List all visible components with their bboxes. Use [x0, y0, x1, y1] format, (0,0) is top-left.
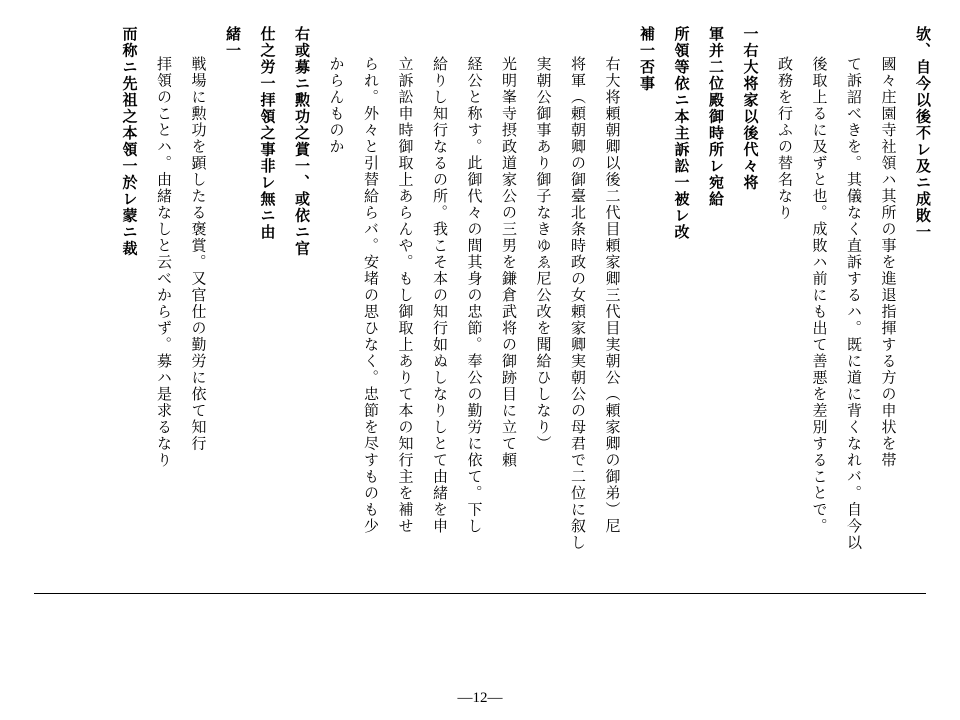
text-line: からんものか: [327, 56, 346, 155]
text-line: 國々庄園寺社領ハ其所の事を進退指揮する方の申状を帯: [879, 56, 898, 469]
text-line: 欤、自今以後不レ及ニ成敗一: [914, 26, 932, 241]
text-line: 補一否事: [638, 26, 656, 92]
text-line: 而称ニ先祖之本領一於レ蒙ニ裁: [120, 26, 139, 257]
text-line: 仕之労一拝領之事非レ無ニ由: [258, 26, 277, 241]
vertical-text-block: [20, 26, 940, 586]
text-line: て訴詔べきを。其儀なく直訴するハ。既に道に背くなれバ。自今以: [845, 56, 863, 551]
text-line: 右或募ニ勲功之賞一、或依ニ官: [293, 26, 311, 257]
text-line: 拝領のことハ。由緒なしと云べからず。募ハ是求るなり: [155, 56, 173, 469]
text-line: 軍并二位殿御時所レ宛給: [707, 26, 725, 208]
text-line: 給りし知行なるの所。我こそ本の知行如ぬしなりしとて由緒を申: [431, 56, 449, 535]
page-number: —12—: [457, 690, 503, 706]
divider-line: [34, 593, 926, 594]
text-line: 将軍（頼朝卿の御臺北条時政の女頼家卿実朝公の母君で二位に叙し: [569, 56, 587, 551]
text-line: 政務を行ふの替名なり: [776, 56, 794, 221]
text-line: 所領等依ニ本主訴訟一被レ改: [672, 26, 691, 241]
text-line: 緒一: [224, 26, 242, 59]
text-line: 光明峯寺摂政道家公の三男を鎌倉武将の御跡目に立て頼: [500, 56, 518, 469]
text-line: 右大将頼朝卿以後二代目頼家卿三代目実朝公（頼家卿の御弟）尼: [603, 56, 622, 535]
text-line: 立訴訟申時御取上あらんや。もし御取上ありて本の知行主を補せ: [396, 56, 415, 535]
text-line: られ。外々と引替給らバ。安堵の思ひなく。忠節を尽すものも少: [362, 56, 380, 535]
text-line: 戦場に勲功を顕したる褒賞。又官仕の勤労に依て知行: [189, 56, 208, 452]
text-line: 後取上るに及ずと也。成敗ハ前にも出て善悪を差別することで。: [810, 56, 829, 535]
text-line: 実朝公御事あり御子なきゆゑ尼公改を聞給ひしなり）: [534, 56, 553, 452]
text-line: 経公と称す。此御代々の間其身の忠節。奉公の勤労に依て。下し: [465, 56, 484, 535]
text-line: 一右大将家以後代々将: [741, 26, 760, 191]
